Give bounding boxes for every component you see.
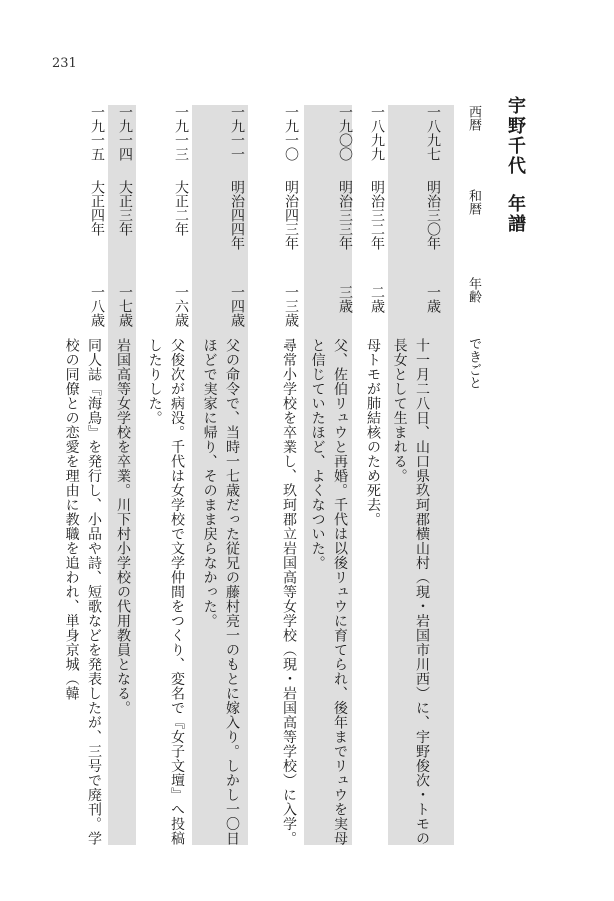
row-year: 一九一五 — [89, 105, 105, 161]
row-age: 二歳 — [369, 285, 385, 313]
row-era: 明治四三年 — [283, 180, 299, 250]
row-age: 一八歳 — [89, 285, 105, 327]
row-age: 一歳 — [425, 285, 441, 313]
row-era: 明治四四年 — [229, 180, 245, 250]
row-year: 一九一〇 — [283, 105, 299, 161]
row-age: 一六歳 — [173, 285, 189, 327]
page-number: 231 — [52, 56, 77, 71]
page-title — [500, 96, 528, 266]
row-era: 大正四年 — [89, 180, 105, 236]
row-event: 父の命令で、当時一七歳だった従兄の藤村亮一のもとに嫁入り。しかし一〇日ほどで実家に帰り、そのまま戻らなかった。 — [201, 338, 240, 846]
row-year: 一九一一 — [229, 105, 245, 161]
row-year: 一九一四 — [117, 105, 133, 161]
row-age: 一四歳 — [229, 285, 245, 327]
row-year: 一九〇〇 — [337, 105, 353, 161]
row-year: 一九一三 — [173, 105, 189, 161]
row-year: 一八九七 — [425, 105, 441, 161]
row-era: 明治三〇年 — [425, 180, 441, 250]
row-event: 同人誌『海鳥』を発行し、小品や詩、短歌などを発表したが、三号で廃刊。学校の同僚との恋愛を理由に教職を追われ、単身京城（韓 — [63, 338, 102, 846]
header-era: 和暦 — [466, 189, 481, 215]
row-event: 十一月二八日、山口県玖珂郡横山村（現・岩国市川西）に、宇野俊次・トモの長女として生まれる。 — [391, 338, 430, 846]
title-label: 年譜 — [505, 194, 526, 234]
row-event: 尋常小学校を卒業し、玖珂郡立岩国高等女学校（現・岩国高等学校）に入学。 — [281, 338, 297, 846]
row-age: 三歳 — [337, 285, 353, 313]
title-name: 宇野千代 — [505, 96, 526, 176]
row-event: 父俊次が病没。千代は女学校で文学仲間をつくり、変名で『女子文壇』へ投稿したりした。 — [146, 338, 185, 846]
row-era: 明治三三年 — [337, 180, 353, 250]
table-header — [462, 105, 484, 435]
row-era: 大正三年 — [117, 180, 133, 236]
row-era: 明治三二年 — [369, 180, 385, 250]
row-era: 大正二年 — [173, 180, 189, 236]
header-event: できごと — [466, 337, 481, 389]
header-year: 西暦 — [466, 105, 481, 131]
row-event: 母トモが肺結核のため死去。 — [365, 338, 381, 527]
row-age: 一三歳 — [283, 285, 299, 327]
row-event: 父、佐伯リュウと再婚。千代は以後リュウに育てられ、後年までリュウを実母と信じていたほど、よくなついた。 — [309, 338, 348, 846]
row-event: 岩国高等女学校を卒業。川下村小学校の代用教員となる。 — [115, 338, 131, 715]
header-age: 年齢 — [466, 277, 481, 303]
row-age: 一七歳 — [117, 285, 133, 327]
row-year: 一八九九 — [369, 105, 385, 161]
